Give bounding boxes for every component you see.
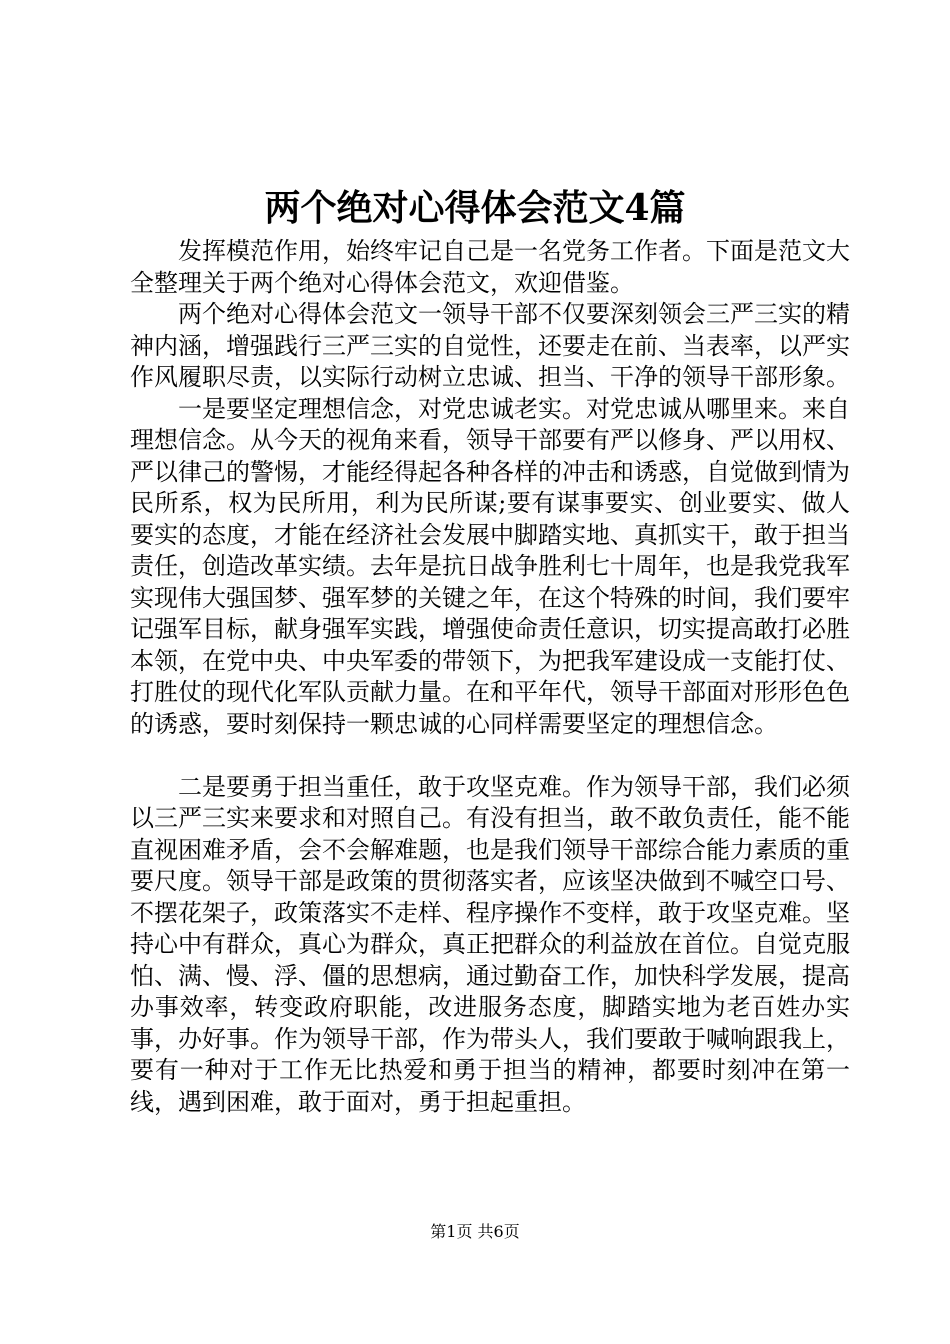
document-title: 两个绝对心得体会范文4篇 (264, 187, 686, 229)
page-number-footer: 第1页 共6页 (430, 1222, 520, 1241)
paragraph-gap (130, 740, 850, 772)
paragraph-point-one: 一是要坚定理想信念，对党忠诚老实。对党忠诚从哪里来。来自理想信念。从今天的视角来看，领导干部要有严以修身、严以用权、严以律己的警惕，才能经得起各种各样的冲击和诱惑，自觉做到情为民所系，权为民所用，利为民所谋;要有谋事要实、创业要实、做人要实的态度，才能在经济社会发展中脚踏实地、真抓实干，敢于担当责任，创造改革实绩。去年是抗日战争胜利七十周年，也是我党我军实现伟大强国梦、强军梦的关键之年，在这个特殊的时间，我们要牢记强军目标，献身强军实践，增强使命责任意识，切实提高敢打必胜本领，在党中央、中央军委的带领下，为把我军建设成一支能打仗、打胜仗的现代化军队贡献力量。在和平年代，领导干部面对形形色色的诱惑，要时刻保持一颗忠诚的心同样需要坚定的理想信念。 (130, 394, 850, 738)
paragraph-essay-one-opening: 两个绝对心得体会范文一领导干部不仅要深刻领会三严三实的精神内涵，增强践行三严三实的自觉性，还要走在前、当表率，以严实作风履职尽责，以实际行动树立忠诚、担当、干净的领导干部形象。 (130, 300, 850, 391)
paragraph-point-two: 二是要勇于担当重任，敢于攻坚克难。作为领导干部，我们必须以三严三实来要求和对照自己。有没有担当，敢不敢负责任，能不能直视困难矛盾，会不会解难题，也是我们领导干部综合能力素质的重要尺度。领导干部是政策的贯彻落实者，应该坚决做到不喊空口号、不摆花架子，政策落实不走样、程序操作不变样，敢于攻坚克难。坚持心中有群众，真心为群众，真正把群众的利益放在首位。自觉克服怕、满、慢、浮、僵的思想病，通过勤奋工作，加快科学发展，提高办事效率，转变政府职能，改进服务态度，脚踏实地为老百姓办实事，办好事。作为领导干部，作为带头人，我们要敢于喊响跟我上，要有一种对于工作无比热爱和勇于担当的精神，都要时刻冲在第一线，遇到困难，敢于面对，勇于担起重担。 (130, 772, 850, 1116)
document-body (130, 236, 850, 1118)
paragraph-intro: 发挥模范作用，始终牢记自己是一名党务工作者。下面是范文大全整理关于两个绝对心得体会范文，欢迎借鉴。 (130, 237, 850, 297)
